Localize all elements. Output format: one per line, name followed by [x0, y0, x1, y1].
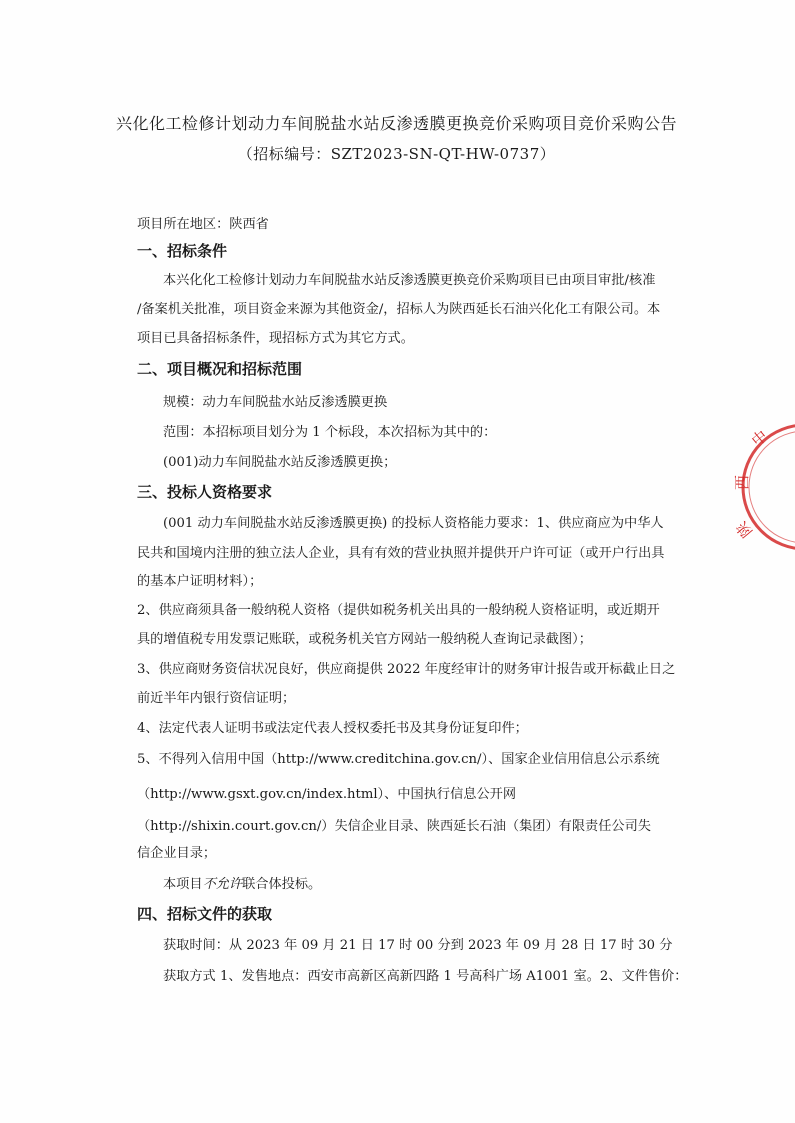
paragraph-line: 的基本户证明材料）；	[137, 574, 263, 589]
project-scope: 范围：本招标项目划分为 1 个标段，本次招标为其中的：	[163, 425, 497, 440]
project-scale: 规模：动力车间脱盐水站反渗透膜更换	[163, 395, 388, 410]
paragraph-line: 5、不得列入信用中国（http://www.creditchina.gov.cn/）、国家企业信用信息公示系统	[137, 752, 660, 767]
consortium-not-allowed: 不允许	[202, 877, 243, 892]
acquisition-time: 获取时间：从 2023 年 09 月 21 日 17 时 00 分到 2023 年 09 月 28 日 17 时 30 分	[163, 938, 673, 953]
consortium-prefix: 本项目	[163, 877, 203, 892]
section-heading-project-overview: 二、项目概况和招标范围	[137, 360, 303, 378]
paragraph-line: （http://shixin.court.gov.cn/）失信企业目录、陕西延长石油（集团）有限责任公司失	[137, 819, 651, 834]
project-region: 项目所在地区：陕西省	[137, 217, 269, 232]
paragraph-line: 3、供应商财务资信状况良好，供应商提供 2022 年度经审计的财务审计报告或开标截止日之	[137, 662, 676, 677]
lot-item: (001)动力车间脱盐水站反渗透膜更换；	[163, 455, 397, 470]
consortium-suffix: 联合体投标。	[242, 877, 322, 892]
paragraph-line: 4、法定代表人证明书或法定代表人授权委托书及其身份证复印件；	[137, 721, 528, 736]
paragraph-line: 具的增值税专用发票记账联，或税务机关官方网站一般纳税人查询记录截图）；	[137, 632, 592, 647]
consortium-statement	[163, 876, 321, 894]
official-seal-icon	[732, 412, 795, 562]
seal-char: 中	[748, 426, 772, 451]
paragraph-line: 前近半年内银行资信证明；	[137, 691, 296, 706]
paragraph-line: 信企业目录；	[137, 846, 217, 861]
paragraph-line: （http://www.gsxt.gov.cn/index.html）、中国执行信息公开网	[137, 787, 517, 802]
paragraph-line: 2、供应商须具备一般纳税人资格（提供如税务机关出具的一般纳税人资格证明，或近期开	[137, 603, 660, 618]
seal-char: 西	[733, 474, 751, 490]
seal-char: 陕	[732, 517, 757, 541]
paragraph-line: 本兴化化工检修计划动力车间脱盐水站反渗透膜更换竞价采购项目已由项目审批/核准	[163, 273, 656, 288]
paragraph-line: (001 动力车间脱盐水站反渗透膜更换) 的投标人资格能力要求：1、供应商应为中华人	[163, 516, 664, 531]
paragraph-line: 民共和国境内注册的独立法人企业，具有有效的营业执照并提供开户许可证（或开户行出具	[137, 546, 665, 561]
tender-number: （招标编号：SZT2023-SN-QT-HW-0737）	[237, 145, 556, 163]
section-heading-document-acquisition: 四、招标文件的获取	[137, 905, 273, 923]
section-heading-bidding-conditions: 一、招标条件	[137, 242, 228, 260]
paragraph-line: /备案机关批准，项目资金来源为其他资金/，招标人为陕西延长石油兴化化工有限公司。本	[137, 302, 661, 317]
paragraph-line: 项目已具备招标条件，现招标方式为其它方式。	[137, 331, 414, 346]
section-heading-bidder-qualifications: 三、投标人资格要求	[137, 483, 273, 501]
document-title: 兴化化工检修计划动力车间脱盐水站反渗透膜更换竞价采购项目竞价采购公告	[115, 114, 677, 133]
acquisition-method: 获取方式 1、发售地点：西安市高新区高新四路 1 号高科广场 A1001 室。2、文件售价：	[163, 969, 688, 984]
